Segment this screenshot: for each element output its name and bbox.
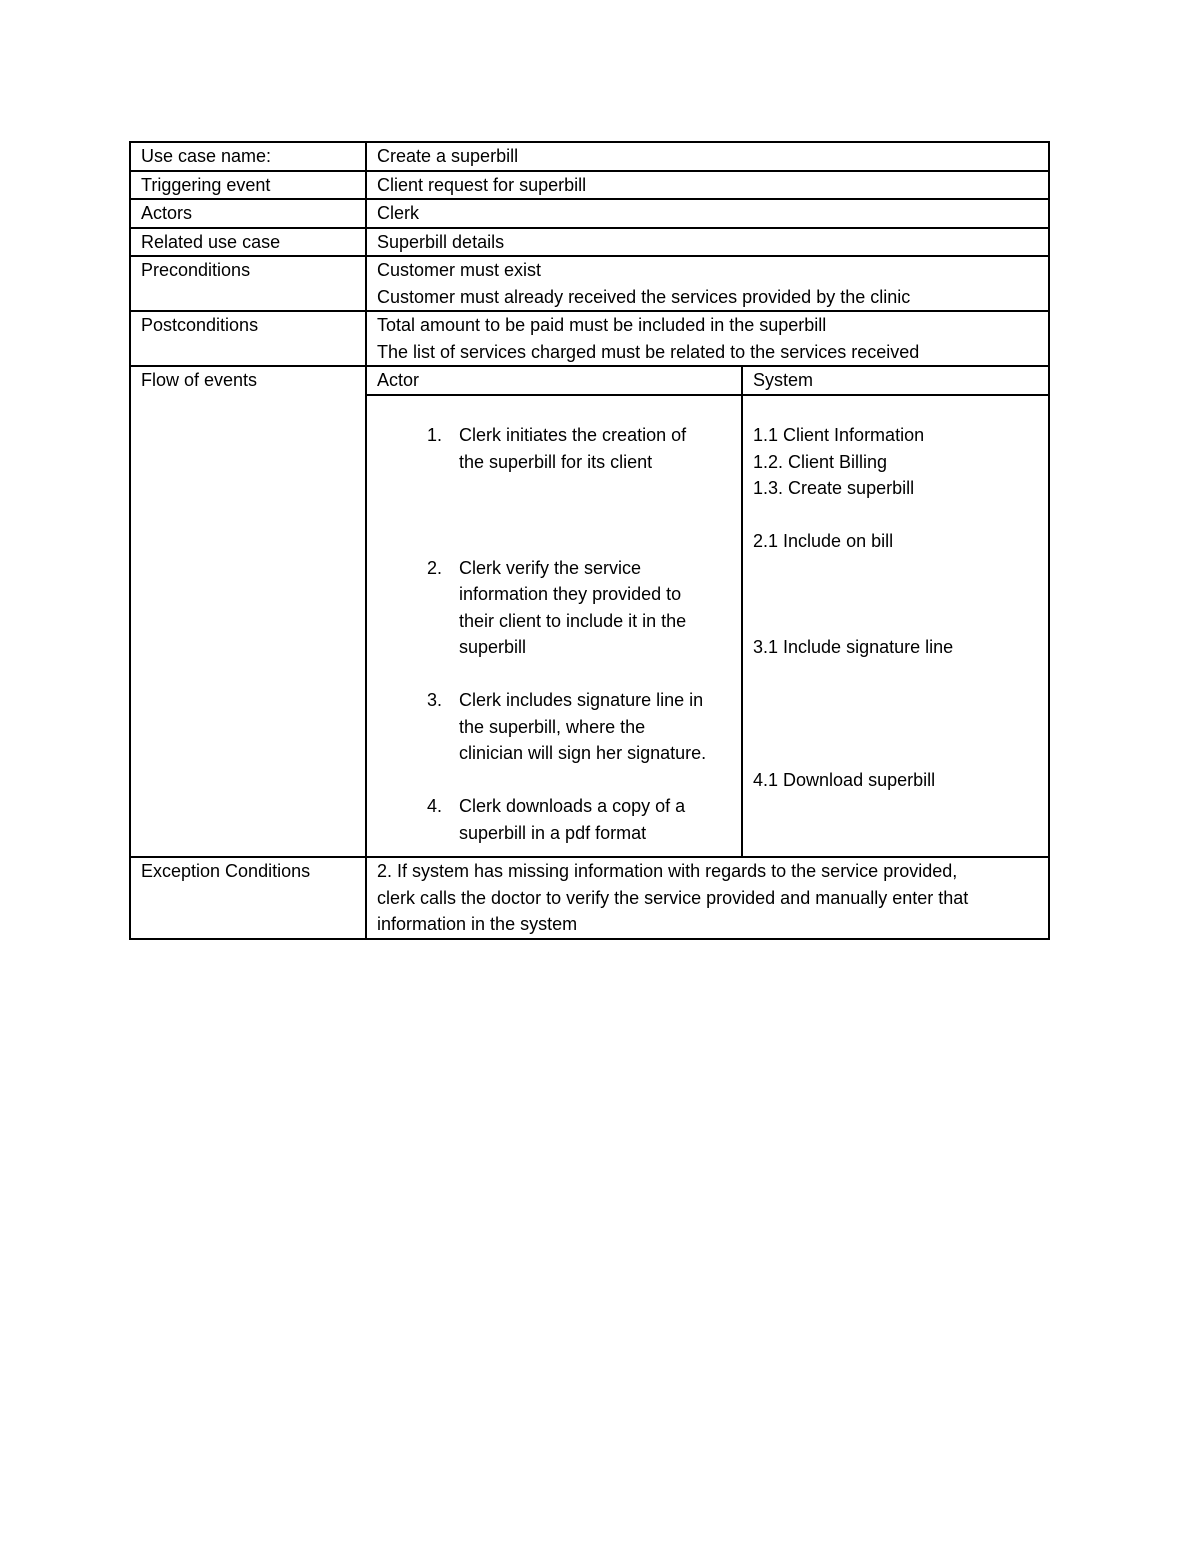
- step-text: Clerk downloads a copy of a: [459, 796, 686, 816]
- actors-label: Actors: [130, 199, 366, 228]
- step-number: 4.: [427, 796, 443, 816]
- flow-of-events-label: Flow of events: [130, 366, 366, 857]
- table-row: [130, 228, 1049, 257]
- exception-line: 2. If system has missing information with regards to the service provided,: [377, 861, 958, 881]
- postcondition-line: The list of services charged must be related to the services received: [377, 341, 920, 362]
- system-response: 1.3. Create superbill: [753, 478, 915, 498]
- preconditions-value: [366, 256, 1049, 311]
- use-case-name-label: Use case name:: [130, 142, 366, 171]
- step-number: 3.: [427, 690, 443, 710]
- actor-steps-cell: [366, 395, 742, 858]
- system-responses-cell: [742, 395, 1049, 858]
- step-text: Clerk verify the service: [459, 557, 642, 578]
- system-response: 4.1 Download superbill: [753, 769, 936, 790]
- step-text: information they provided to: [459, 584, 682, 604]
- postcondition-line: Total amount to be paid must be included in the superbill: [377, 315, 827, 335]
- step-text: their client to include it in the: [459, 610, 687, 631]
- triggering-event-label: Triggering event: [130, 171, 366, 200]
- actors-value: Clerk: [366, 199, 1049, 228]
- step-number: 1.: [427, 425, 443, 445]
- step-text: the superbill, where the: [459, 716, 646, 737]
- system-response: 3.1 Include signature line: [753, 637, 954, 657]
- step-text: superbill in a pdf format: [459, 822, 647, 843]
- triggering-event-value: Client request for superbill: [366, 171, 1049, 200]
- system-response: 1.2. Client Billing: [753, 451, 888, 472]
- exception-conditions-label: Exception Conditions: [130, 857, 366, 939]
- postconditions-label: Postconditions: [130, 311, 366, 366]
- related-use-case-label: Related use case: [130, 228, 366, 257]
- actor-header: Actor: [366, 366, 742, 395]
- list-item: [427, 687, 731, 793]
- list-item: [427, 793, 731, 846]
- system-response: 1.1 Client Information: [753, 425, 925, 445]
- list-item: [427, 555, 731, 688]
- table-row: [130, 171, 1049, 200]
- step-number: 2.: [427, 557, 443, 578]
- step-text: Clerk initiates the creation of: [459, 425, 687, 445]
- preconditions-label: Preconditions: [130, 256, 366, 311]
- actor-steps-list: [377, 422, 731, 846]
- system-header: System: [742, 366, 1049, 395]
- step-text: the superbill for its client: [459, 451, 653, 472]
- table-row: [130, 366, 1049, 395]
- use-case-name-value: Create a superbill: [366, 142, 1049, 171]
- step-text: clinician will sign her signature.: [459, 743, 707, 763]
- precondition-line: Customer must already received the services provided by the clinic: [377, 286, 911, 307]
- table-row: [130, 857, 1049, 939]
- step-text: superbill: [459, 637, 527, 657]
- postconditions-value: [366, 311, 1049, 366]
- exception-conditions-value: [366, 857, 1049, 939]
- related-use-case-value: Superbill details: [366, 228, 1049, 257]
- table-row: [130, 311, 1049, 366]
- use-case-table: [129, 141, 1050, 940]
- table-row: [130, 142, 1049, 171]
- exception-line: information in the system: [377, 914, 578, 934]
- step-text: Clerk includes signature line in: [459, 690, 704, 710]
- exception-line: clerk calls the doctor to verify the service provided and manually enter that: [377, 887, 969, 908]
- precondition-line: Customer must exist: [377, 260, 542, 280]
- table-row: [130, 256, 1049, 311]
- system-response: 2.1 Include on bill: [753, 531, 894, 551]
- table-row: [130, 199, 1049, 228]
- list-item: [427, 422, 731, 555]
